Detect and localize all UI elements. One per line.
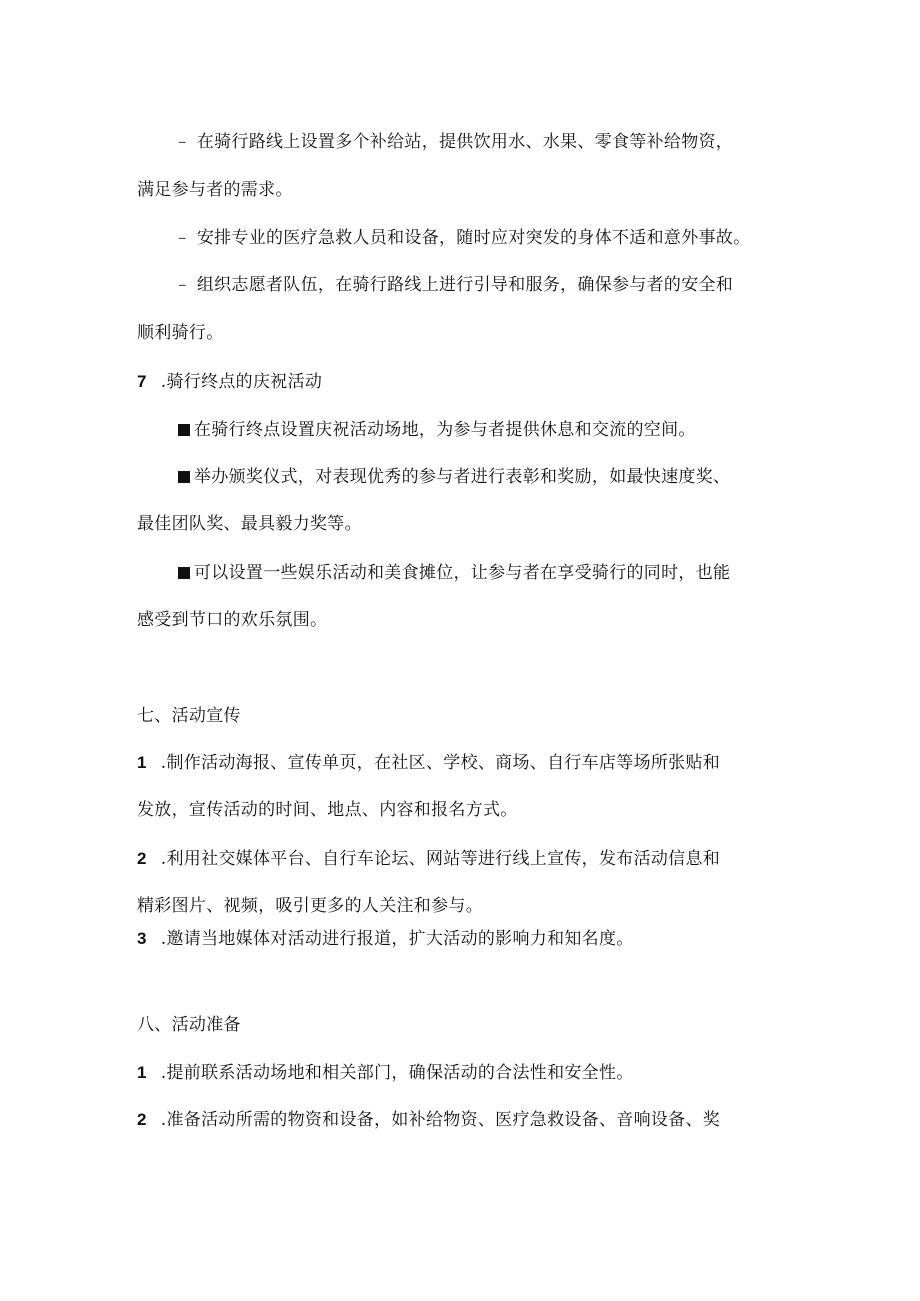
promotion-item-2-line1 bbox=[137, 847, 720, 871]
dash-marker: – bbox=[178, 275, 187, 295]
square-bullet-icon bbox=[178, 567, 190, 579]
item-text: .提前联系活动场地和相关部门，确保活动的合法性和安全性。 bbox=[160, 1063, 634, 1083]
item-text: .邀请当地媒体对活动进行报道，扩大活动的影响力和知名度。 bbox=[160, 929, 634, 949]
bullet-entertainment-line2: 感受到节口的欢乐氛围。 bbox=[137, 610, 328, 630]
dash-item-text: 组织志愿者队伍，在骑行路线上进行引导和服务，确保参与者的安全和 bbox=[196, 275, 734, 295]
bullet-entertainment-line1 bbox=[178, 561, 730, 585]
item-7-heading bbox=[137, 370, 322, 394]
section-heading-preparation: 八、活动准备 bbox=[137, 1015, 241, 1035]
dash-item-text: 安排专业的医疗急救人员和设备，随时应对突发的身体不适和意外事故。 bbox=[196, 228, 751, 248]
bullet-text: 举办颁奖仪式，对表现优秀的参与者进行表彰和奖励，如最快速度奖、 bbox=[194, 467, 731, 487]
promotion-item-1-line1 bbox=[137, 751, 720, 775]
square-bullet-icon bbox=[178, 424, 190, 436]
item-number: 2 bbox=[137, 1110, 147, 1129]
preparation-item-2 bbox=[137, 1108, 720, 1132]
dash-marker: – bbox=[178, 132, 187, 152]
dash-item-medical bbox=[178, 226, 750, 250]
dash-item-volunteer-line1 bbox=[178, 273, 733, 297]
item-number: 1 bbox=[137, 753, 147, 772]
item-title: .骑行终点的庆祝活动 bbox=[160, 372, 323, 392]
dash-item-volunteer-line2: 顺利骑行。 bbox=[137, 323, 224, 343]
item-text: .利用社交媒体平台、自行车论坛、网站等进行线上宣传，发布活动信息和 bbox=[160, 849, 721, 869]
dash-item-text: 在骑行路线上设置多个补给站，提供饮用水、水果、零食等补给物资， bbox=[196, 132, 734, 152]
dash-item-supply-line2: 满足参与者的需求。 bbox=[137, 180, 293, 200]
item-number: 7 bbox=[137, 372, 147, 391]
dash-marker: – bbox=[178, 228, 187, 248]
section-heading-promotion: 七、活动宣传 bbox=[137, 706, 241, 726]
promotion-item-1-line2: 发放，宣传活动的时间、地点、内容和报名方式。 bbox=[137, 800, 518, 820]
bullet-award-line2: 最佳团队奖、最具毅力奖等。 bbox=[137, 514, 362, 534]
preparation-item-1 bbox=[137, 1061, 634, 1085]
item-text: .制作活动海报、宣传单页，在社区、学校、商场、自行车店等场所张贴和 bbox=[160, 753, 721, 773]
promotion-item-3 bbox=[137, 927, 634, 951]
bullet-text: 可以设置一些娱乐活动和美食摊位，让参与者在享受骑行的同时，也能 bbox=[194, 563, 731, 583]
bullet-text: 在骑行终点设置庆祝活动场地，为参与者提供休息和交流的空间。 bbox=[194, 420, 696, 440]
bullet-celebration-venue bbox=[178, 418, 696, 442]
dash-item-supply-line1 bbox=[178, 130, 733, 154]
item-number: 2 bbox=[137, 849, 147, 868]
square-bullet-icon bbox=[178, 471, 190, 483]
item-number: 3 bbox=[137, 929, 147, 948]
item-text: .准备活动所需的物资和设备，如补给物资、医疗急救设备、音响设备、奖 bbox=[160, 1110, 721, 1130]
bullet-award-line1 bbox=[178, 465, 730, 489]
item-number: 1 bbox=[137, 1063, 147, 1082]
promotion-item-2-line2: 精彩图片、视频，吸引更多的人关注和参与。 bbox=[137, 896, 483, 916]
